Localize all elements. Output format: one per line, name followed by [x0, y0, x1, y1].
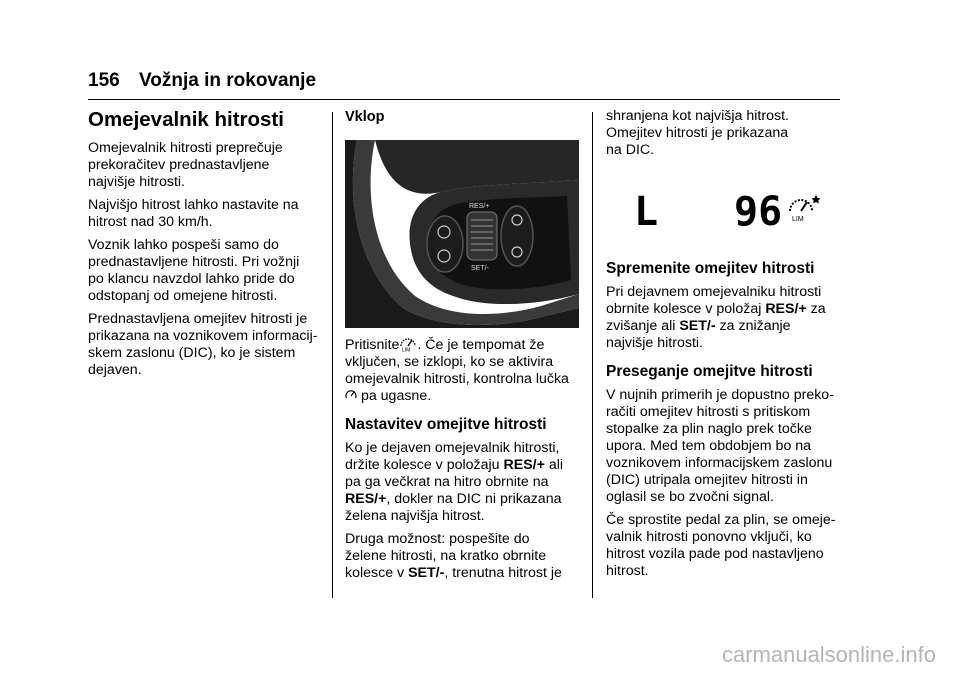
speed-limiter-icon	[399, 334, 417, 352]
text-run: Pri dejavnem omejevalniku hitrosti obrnite kolesce v položaj	[606, 284, 822, 317]
paragraph-change-limit	[606, 284, 842, 352]
text-run: , dokler na DIC ni prikazana želena najvišja hitrost.	[345, 491, 562, 524]
text-run: pa ugasne.	[357, 388, 432, 404]
heading-set-limit: Nastavitev omejitve hitrosti	[345, 416, 547, 433]
paragraph: Najvišjo hitrost lahko nastavite na hitrost nad 30 km/h.	[88, 197, 299, 230]
paragraph: Prednastavljena omejitev hitrosti je prikazana na voznikovem informacij- skem zaslonu (DIC), ko je sistem dejaven.	[88, 311, 318, 378]
text-run: Pritisnite	[345, 337, 400, 353]
dic-speed-value: 96	[734, 189, 783, 235]
text-run: , trenutna hitrost je	[444, 565, 562, 581]
dic-left-indicator: L	[634, 189, 659, 235]
wheel-set-label: SET/-	[471, 265, 489, 272]
page-number: 156	[88, 70, 120, 91]
paragraph: Omejevalnik hitrosti preprečuje prekoračitev prednastavljene najvišje hitrosti.	[88, 140, 283, 190]
paragraph: Voznik lahko pospeši samo do prednastavljene hitrosti. Pri vožnji po klancu navzdol lahko pride do odstopanj od omejene hitrosti.	[88, 237, 300, 304]
column-1	[88, 108, 324, 385]
paragraph-set-limit	[345, 440, 581, 525]
dic-display-illustration	[606, 165, 842, 249]
paragraph-alternative	[345, 531, 581, 582]
text-run-bold: RES/+	[503, 457, 545, 473]
text-run: za znižanje najvišje hitrosti.	[606, 318, 791, 351]
text-run-bold: SET/-	[408, 565, 445, 581]
lim-icon-text: LIM	[402, 347, 411, 352]
paragraph-activate	[345, 334, 581, 405]
wheel-res-label: RES/+	[469, 203, 490, 210]
text-run: Druga možnost: pospešite do želene hitrosti, na kratko obrnite kolesce v	[345, 531, 547, 581]
dic-lim-label: LIM	[792, 216, 804, 223]
text-run: Ko je dejaven omejevalnik hitrosti, držite kolesce v položaju	[345, 440, 560, 473]
column-divider-right	[592, 112, 593, 598]
page-header	[88, 70, 316, 92]
main-heading: Omejevalnik hitrosti	[88, 108, 284, 131]
paragraph-reactivate: Če sprostite pedal za plin, se omeje- valnik hitrosti ponovno vključi, ko hitrost vozila pade pod nastavljeno hitrost.	[606, 512, 836, 579]
column-divider-left	[332, 112, 333, 598]
dic-limiter-icon	[790, 195, 821, 223]
watermark: carmanualsonline.info	[721, 642, 936, 667]
text-run: ali pa ga večkrat na hitro obrnite na	[345, 457, 564, 490]
text-run: za zvišanje ali	[606, 301, 826, 334]
subheading-vklop: Vklop	[345, 109, 385, 125]
paragraph-continued: shranjena kot najvišja hitrost. Omejitev hitrosti je prikazana na DIC.	[606, 108, 789, 158]
text-run-bold: SET/-	[679, 318, 716, 334]
column-2	[345, 108, 581, 588]
text-run: . Če je tempomat že vključen, se izklopi, ko se aktivira omejevalnik hitrosti, kontrolna lučka	[345, 337, 569, 387]
header-divider	[88, 99, 840, 100]
text-run-bold: RES/+	[765, 301, 807, 317]
cruise-control-indicator-icon	[345, 389, 357, 401]
heading-exceed-limit: Preseganje omejitve hitrosti	[606, 363, 813, 380]
heading-change-limit: Spremenite omejitev hitrosti	[606, 260, 815, 277]
steering-wheel-illustration	[345, 140, 579, 328]
paragraph-exceed-limit: V nujnih primerih je dopustno preko- račiti omejitev hitrosti s pritiskom stopalke za plin naglo prek točke upora. Med tem obdobjem bo na voznikovem informacijskem zaslonu (DIC) utripala omejitev hitrosti in oglasil se bo zvočni signal.	[606, 387, 834, 505]
section-title: Vožnja in rokovanje	[138, 70, 317, 91]
text-run-bold: RES/+	[345, 491, 387, 507]
column-3	[606, 108, 842, 586]
